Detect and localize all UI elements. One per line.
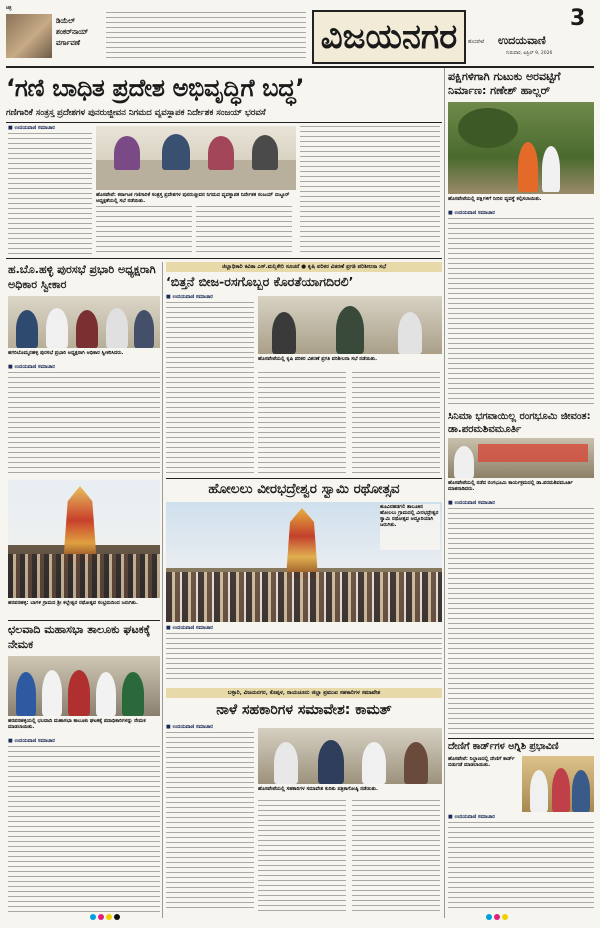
date-line: ಗುರುವಾರ, ಏಪ್ರಿಲ್ 9, 2026	[506, 51, 553, 56]
right-mid-byline: ■ ಉದಯವಾಣಿ ಸಮಾಚಾರ	[448, 500, 495, 506]
left-chariot-photo	[8, 480, 160, 598]
section-label: ಹೊಸಪೇಟೆ	[468, 40, 485, 45]
right-bottom-photo	[522, 756, 594, 812]
center-mid-body-col3	[352, 372, 440, 476]
left-mid-headline: ಹ.ಬೊ.ಹಳ್ಳಿ ಪುರಸಭೆ ಪ್ರಭಾರಿ ಅಧ್ಯಕ್ಷರಾಗಿ ಅಧಿಕಾರ ಸ್ವೀಕಾರ	[8, 263, 156, 291]
right-bottom-body	[448, 822, 594, 912]
bottom-kicker: ಬಳ್ಳಾರಿ, ವಿಜಯನಗರ, ಕೊಪ್ಪಳ, ರಾಯಚೂರು ಜಿಲ್ಲಾ ಪ್ರಮುಖ ಸಹಕಾರಿಗಳ ಸಮಾವೇಶ	[166, 688, 442, 698]
left-mid-photo	[8, 296, 160, 348]
right-bottom-headline: ದೇಣಿಗೆ ಕಾರ್ಡ್‌ಗಳ ಅಗ್ನಿಶಿ ಪ್ರಭಾವಿಣಿ	[448, 741, 559, 752]
left-column-rule	[162, 262, 163, 918]
bottom-photo	[258, 728, 442, 784]
right-bottom-caption: ಹೊಸಪೇಟೆ: ನಿಲ್ದಾಣದಲ್ಲಿ ದೇಣಿಗೆ ಕಾರ್ಡ್ ಬಿಡುಗಡೆ ಮಾಡಲಾಯಿತು.	[448, 756, 515, 768]
lead-photo	[96, 126, 296, 190]
lead-body-col3	[196, 206, 292, 256]
chariot-body	[166, 633, 442, 683]
chariot-caption: ಹೂವಿನಹಡಗಲಿ ತಾಲೂಕಿನ ಹೋಲಲು ಗ್ರಾಮದಲ್ಲಿ ವೀರಭದ್ರೇಶ್ವರ ಸ್ವಾಮಿ ರಥೋತ್ಸವ ಅದ್ದೂರಿಯಾಗಿ ಜರುಗಿತು.	[380, 504, 440, 550]
chariot-byline: ■ ಉದಯವಾಣಿ ಸಮಾಚಾರ	[166, 625, 213, 631]
chariot-rule	[166, 478, 442, 479]
right-mid-photo	[448, 438, 594, 478]
masthead-brief	[106, 12, 306, 60]
bottom-body-col1	[166, 732, 254, 912]
bottom-byline: ■ ಉದಯವಾಣಿ ಸಮಾಚಾರ	[166, 724, 213, 730]
lead-body-col1	[8, 133, 92, 255]
center-mid-kicker: ಜಿಲ್ಲಾಧಿಕಾರಿ ಕವಿತಾ ಎಸ್.ಮನ್ನಿಕೇರಿ ಸೂಚನೆ ● ಕೃಷಿ ಪರಿಕರ ವಿತರಣೆ ಪ್ರಗತಿ ಪರಿಶೀಲನಾ ಸಭೆ	[166, 262, 442, 272]
lead-body-col4	[300, 126, 440, 256]
right-top-byline: ■ ಉದಯವಾಣಿ ಸಮಾಚಾರ	[448, 210, 495, 216]
right-top-caption: ಹೊಸಪೇಟೆಯಲ್ಲಿ ಪಕ್ಷಿಗಳಿಗೆ ನೀರಿನ ವ್ಯವಸ್ಥೆ ಕಲ್ಪಿಸಲಾಯಿತು.	[448, 196, 542, 202]
left-mid-byline: ■ ಉದಯವಾಣಿ ಸಮಾಚಾರ	[8, 364, 55, 370]
right-top-headline: ಪಕ್ಷಿಗಳಿಗಾಗಿ ಗುಟುಕು ಅರವಟ್ಟಿಗೆ ನಿರ್ಮಾಣ: ಗಣೇಶ್ ಹಾಲ್ಲರ್	[448, 70, 561, 97]
center-mid-body-col1	[166, 302, 254, 476]
left-bottom-rule	[8, 620, 160, 621]
paper-name: ಉದಯವಾಣಿ	[498, 34, 546, 47]
right-mid-headline: ಸಿನಿಮಾ ಭಗವಾಯಿಲ್ಲ ರಂಗಭೂಮಿ ಜೀವಂತ: ಡಾ.ಪರಮಶಿವಮೂರ್ತಿ	[448, 411, 591, 435]
masthead-title: ವಿಜಯನಗರ	[312, 10, 466, 64]
bottom-caption: ಹೊಸಪೇಟೆಯಲ್ಲಿ ಸಹಕಾರಿಗಳ ಸಮಾವೇಶ ಕುರಿತು ಪತ್ರಿಕಾಗೋಷ್ಠಿ ನಡೆಯಿತು.	[258, 786, 378, 792]
registration-marks	[90, 914, 510, 922]
left-chariot-caption: ಹರಪನಹಳ್ಳಿ: ಬಾಗಳಿ ಗ್ರಾಮದ ಶ್ರೀ ಕಲ್ಲೇಶ್ವರ ರಥೋತ್ಸವ ಸಂಭ್ರಮದಿಂದ ಜರುಗಿತು.	[8, 600, 138, 606]
left-mid-caption: ಹಗರಿಬೊಮ್ಮನಹಳ್ಳಿ ಪುರಸಭೆ ಪ್ರಭಾರಿ ಅಧ್ಯಕ್ಷರಾಗಿ ಅಧಿಕಾರ ಸ್ವೀಕರಿಸಿದರು.	[8, 350, 124, 356]
right-top-body	[448, 218, 594, 408]
right-bottom-rule	[448, 738, 594, 739]
center-mid-byline: ■ ಉದಯವಾಣಿ ಸಮಾಚಾರ	[166, 294, 213, 300]
lead-body-col2	[96, 206, 192, 256]
lead-headline: ‘ಗಣಿ ಬಾಧಿತ ಪ್ರದೇಶ ಅಭಿವೃದ್ಧಿಗೆ ಬದ್ಧ’	[6, 74, 305, 102]
right-top-photo	[448, 102, 594, 194]
lead-byline: ■ ಉದಯವಾಣಿ ಸಮಾಚಾರ	[8, 125, 55, 131]
bottom-body-col2	[258, 800, 346, 912]
left-bottom-headline: ಛಲವಾದಿ ಮಹಾಸಭಾ ತಾಲೂಕು ಘಟಕಕ್ಕೆ ನೇಮಕ	[8, 623, 151, 651]
lead-subhead: ಗಣಿಗಾರಿಕೆ ಸಂತ್ರಸ್ತ ಪ್ರದೇಶಗಳ ಪುನರುಜ್ಜೀವನ ನಿಗಮದ ವ್ಯವಸ್ಥಾಪಕ ನಿರ್ದೇಶಕ ಸಂಜಯ್ ಭರವಸೆ	[6, 108, 266, 118]
center-mid-caption: ಹೊಸಪೇಟೆಯಲ್ಲಿ ಕೃಷಿ ಪರಿಕರ ವಿತರಣೆ ಪ್ರಗತಿ ಪರಿಶೀಲನಾ ಸಭೆ ನಡೆಯಿತು.	[258, 356, 377, 362]
lead-bottom-rule	[6, 258, 442, 259]
chariot-headline: ಹೋಲಲು ವೀರಭದ್ರೇಶ್ವರ ಸ್ವಾಮಿ ರಥೋತ್ಸವ	[208, 481, 400, 497]
right-mid-caption: ಹೊಸಪೇಟೆಯಲ್ಲಿ ನಡೆದ ರಂಗಭೂಮಿ ಕಾರ್ಯಕ್ರಮದಲ್ಲಿ ಡಾ.ಪರಮಶಿವಮೂರ್ತಿ ಮಾತನಾಡಿದರು.	[448, 480, 573, 492]
bottom-body-col3	[352, 800, 440, 912]
page-number: 3	[570, 6, 586, 31]
center-mid-photo	[258, 296, 442, 354]
center-mid-body-col2	[258, 372, 346, 476]
left-mid-body	[8, 372, 160, 476]
masthead-side-photo	[6, 14, 52, 58]
center-mid-headline: ‘ಬಿತ್ತನೆ ಬೀಜ-ರಸಗೊಬ್ಬರ ಕೊರತೆಯಾಗದಿರಲಿ’	[166, 274, 354, 289]
left-bottom-caption: ಹರಪನಹಳ್ಳಿಯಲ್ಲಿ ಛಲವಾದಿ ಮಹಾಸಭಾ ತಾಲೂಕು ಘಟಕಕ್ಕೆ ಪದಾಧಿಕಾರಿಗಳನ್ನು ನೇಮಕ ಮಾಡಲಾಯಿತು.	[8, 718, 146, 730]
lead-caption: ಹೊಸಪೇಟೆ: ಕರ್ನಾಟಕ ಗಣಿಗಾರಿಕೆ ಸಂತ್ರಸ್ತ ಪ್ರದೇಶಗಳ ಪುನರುಜ್ಜೀವನ ನಿಗಮದ ವ್ಯವಸ್ಥಾಪಕ ನಿರ್ದೇಶಕ ಸಂಜಯ್ ಬಿಜ್ಜೂರ್ ಅಧ್ಯಕ್ಷತೆಯಲ್ಲಿ ಸಭೆ ನಡೆಯಿತು.	[96, 192, 290, 204]
masthead-side-note: ಡಿಯೆಲ್ ಶಂಕರ್‌ನಾಯ್ ವರ್ಗಾವಣೆ	[56, 17, 89, 47]
right-bottom-byline: ■ ಉದಯವಾಣಿ ಸಮಾಚಾರ	[448, 814, 495, 820]
left-bottom-body	[8, 746, 160, 912]
left-bottom-byline: ■ ಉದಯವಾಣಿ ಸಮಾಚಾರ	[8, 738, 55, 744]
lead-rule	[6, 122, 442, 123]
left-bottom-photo	[8, 656, 160, 716]
right-mid-body	[448, 508, 594, 736]
right-column-rule	[444, 68, 445, 918]
masthead	[6, 6, 594, 64]
page-marker: ಚಿತ್ರ	[6, 6, 12, 11]
bottom-headline: ನಾಳೆ ಸಹಕಾರಿಗಳ ಸಮಾವೇಶ: ಕಾಮತ್	[216, 702, 392, 718]
